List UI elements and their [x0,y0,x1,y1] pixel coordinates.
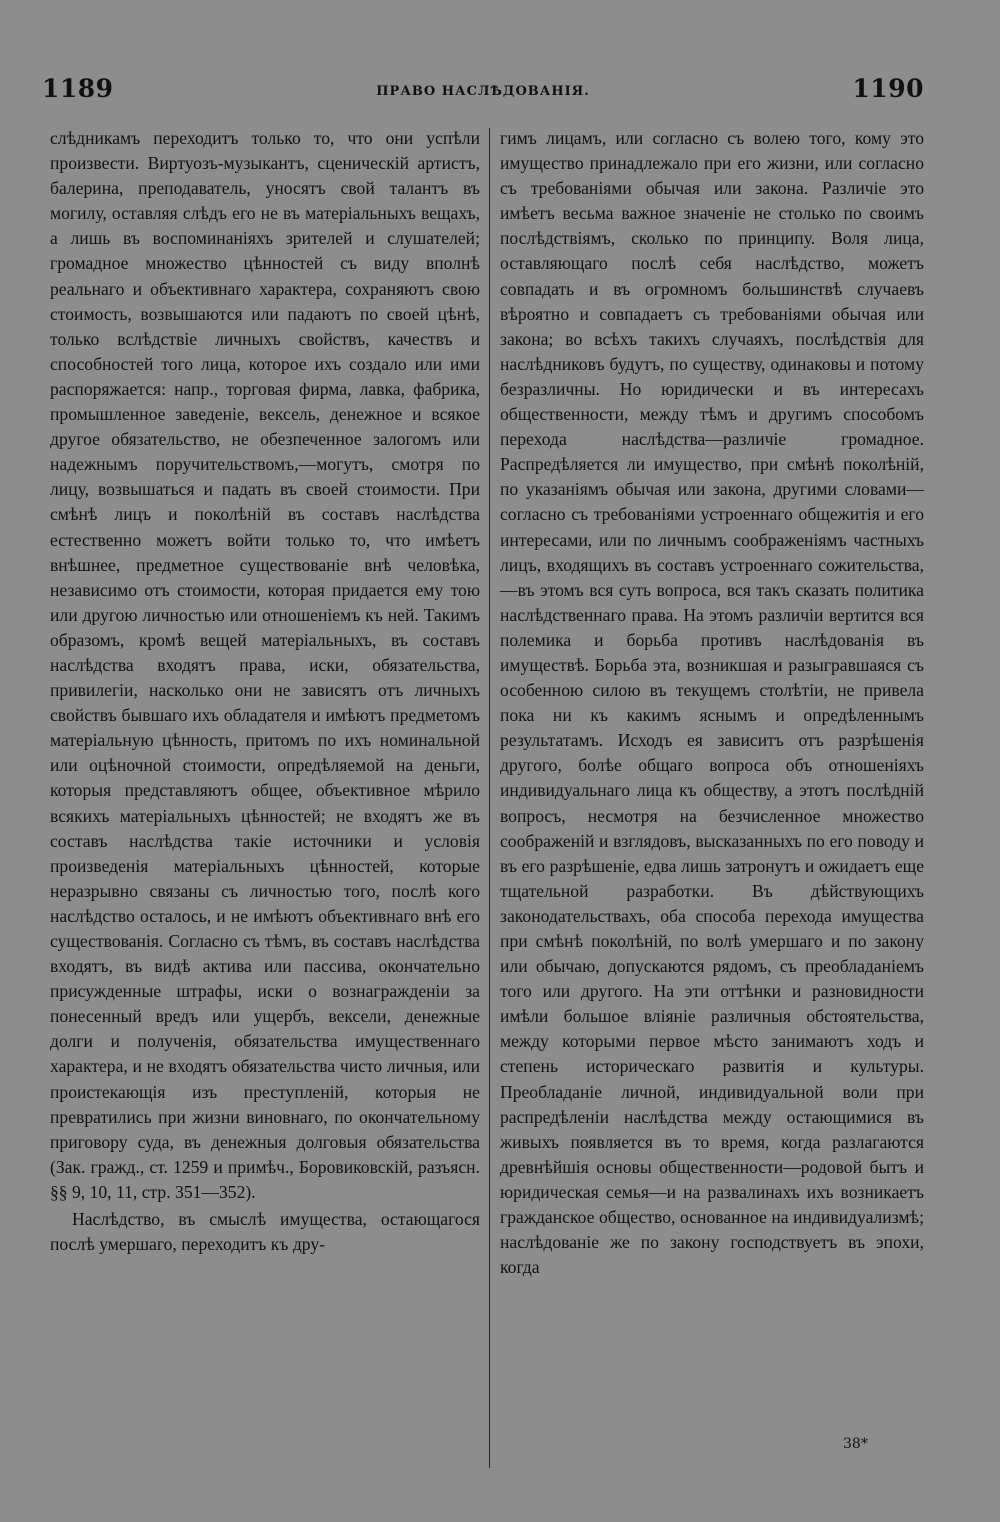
left-column [50,126,480,1257]
column-divider [489,128,490,1468]
page-header [42,74,924,106]
left-paragraph-2: Наслѣдство, въ смыслѣ имущества, остающагося послѣ умершаго, переходитъ къ дру- [50,1209,480,1255]
page-number-right: 1190 [852,74,924,103]
left-paragraph-1: слѣдникамъ переходитъ только то, что они успѣли произвести. Виртуозъ-музыкантъ, сценическій артистъ, балерина, преподаватель, уносятъ свой талантъ въ могилу, оставляя слѣдъ его не въ матеріальныхъ вещахъ, а лишь въ воспоминаніяхъ зрителей и слушателей; громадное множество цѣнностей съ виду вполнѣ реальнаго и объективнаго характера, сохраняютъ свою стоимость, возвышаются или падаютъ по своей цѣнѣ, только вслѣдствіе личныхъ свойствъ, качествъ и способностей того лица, которое ихъ создало или ими распоряжается: напр., торговая фирма, лавка, фабрика, промышленное заведеніе, вексель, денежное и всякое другое обязательство, не обезпеченное залогомъ или надежнымъ поручительствомъ,—могутъ, смотря по лицу, возвышаться и падать въ своей стоимости. При смѣнѣ лицъ и поколѣній въ составъ наслѣдства естественно можетъ войти только то, что имѣетъ внѣшнее, предметное существованіе внѣ человѣка, независимо отъ стоимости, которая придается ему тою или другою личностью или отношеніемъ къ ней. Такимъ образомъ, кромѣ вещей матеріальныхъ, въ составъ наслѣдства входятъ права, иски, обязательства, привилегіи, насколько они не зависятъ отъ личныхъ свойствъ бывшаго ихъ обладателя и имѣютъ предметомъ матеріальную цѣнность, притомъ по ихъ номинальной или оцѣночной стоимости, опредѣляемой на деньги, которыя представляютъ общее, объективное мѣрило всякихъ матеріальныхъ цѣнностей; не входятъ же въ составъ наслѣдства такіе источники и условія произведенія матеріальныхъ цѣнностей, которые неразрывно связаны съ личностью того, послѣ кого наслѣдство осталось, и не имѣютъ объективнаго внѣ его существованія. Согласно съ тѣмъ, въ составъ наслѣдства входятъ, въ видѣ актива или пассива, окончательно присужденные штрафы, иски о вознагражденіи за понесенный вредъ или ущербъ, вексели, денежные долги и полученія, обязательства имущественнаго характера, и не входятъ обязательства чисто личныя, или проистекающія изъ преступленій, которыя не превратились при жизни виновнаго, по окончательному приговору суда, въ денежныя долговыя обязательства (Зак. гражд., ст. 1259 и примѣч., Боровиковскій, разъясн. §§ 9, 10, 11, стр. 351—352). [50,128,480,1202]
signature-mark: 38* [843,1436,868,1452]
right-paragraph-1: гимъ лицамъ, или согласно съ волею того, кому это имущество принадлежало при его жизни, или согласно съ требованіями обычая или закона. Различіе это имѣетъ весьма важное значеніе не столько по своимъ послѣдствіямъ, сколько по принципу. Воля лица, оставляющаго послѣ себя наслѣдство, можетъ совпадать и въ огромномъ большинствѣ случаевъ вѣроятно и совпадаетъ съ требованіями обычая или закона; во всѣхъ такихъ случаяхъ, послѣдствія для наслѣдниковъ будутъ, по существу, одинаковы и потому безразличны. Но юридически и въ интересахъ общественности, между тѣмъ и другимъ способомъ перехода наслѣдства—различіе громадное. Распредѣляется ли имущество, при смѣнѣ поколѣній, по указаніямъ обычая или закона, другими словами—согласно съ требованіями устроеннаго общежитія и его интересами, или по личнымъ соображеніямъ частныхъ лицъ, входящихъ въ составъ устроеннаго сожительства,—въ этомъ вся суть вопроса, вся такъ сказать политика наслѣдственнаго права. На этомъ различіи вертится вся полемика и борьба противъ наслѣдованія въ имуществѣ. Борьба эта, возникшая и разыгравшаяся съ особенною силою въ текущемъ столѣтіи, не привела пока ни къ какимъ яснымъ и опредѣленнымъ результатамъ. Исходъ ея зависитъ отъ разрѣшенія другого, болѣе общаго вопроса объ отношеніяхъ индивидуальнаго лица къ обществу, а этотъ послѣдній вопросъ, несмотря на безчисленное множество соображеній и взглядовъ, высказанныхъ по его поводу и въ его разрѣшеніе, едва лишь затронутъ и ожидаетъ еще тщательной разработки. Въ дѣйствующихъ законодательствахъ, оба способа перехода имущества при смѣнѣ поколѣній, по волѣ умершаго и по закону или обычаю, допускаются рядомъ, съ преобладаніемъ того или другого. На эти оттѣнки и разновидности имѣли большое вліяніе различныя обстоятельства, между которыми первое мѣсто занимаютъ ходъ и степень историческаго развитія и культуры. Преобладаніе личной, индивидуальной воли при распредѣленіи наслѣдства между остающимися въ живыхъ появляется въ то время, когда разлагаются древнѣйшія основы общественности—родовой бытъ и юридическая семья—и на развалинахъ ихъ возникаетъ гражданское общество, основанное на индивидуализмѣ; наслѣдованіе же по закону господствуетъ въ эпохи, когда [500,128,924,1278]
right-column [500,126,924,1280]
running-title: ПРАВО НАСЛѢДОВАНІЯ. [376,84,590,99]
page-number-left: 1189 [42,74,114,103]
